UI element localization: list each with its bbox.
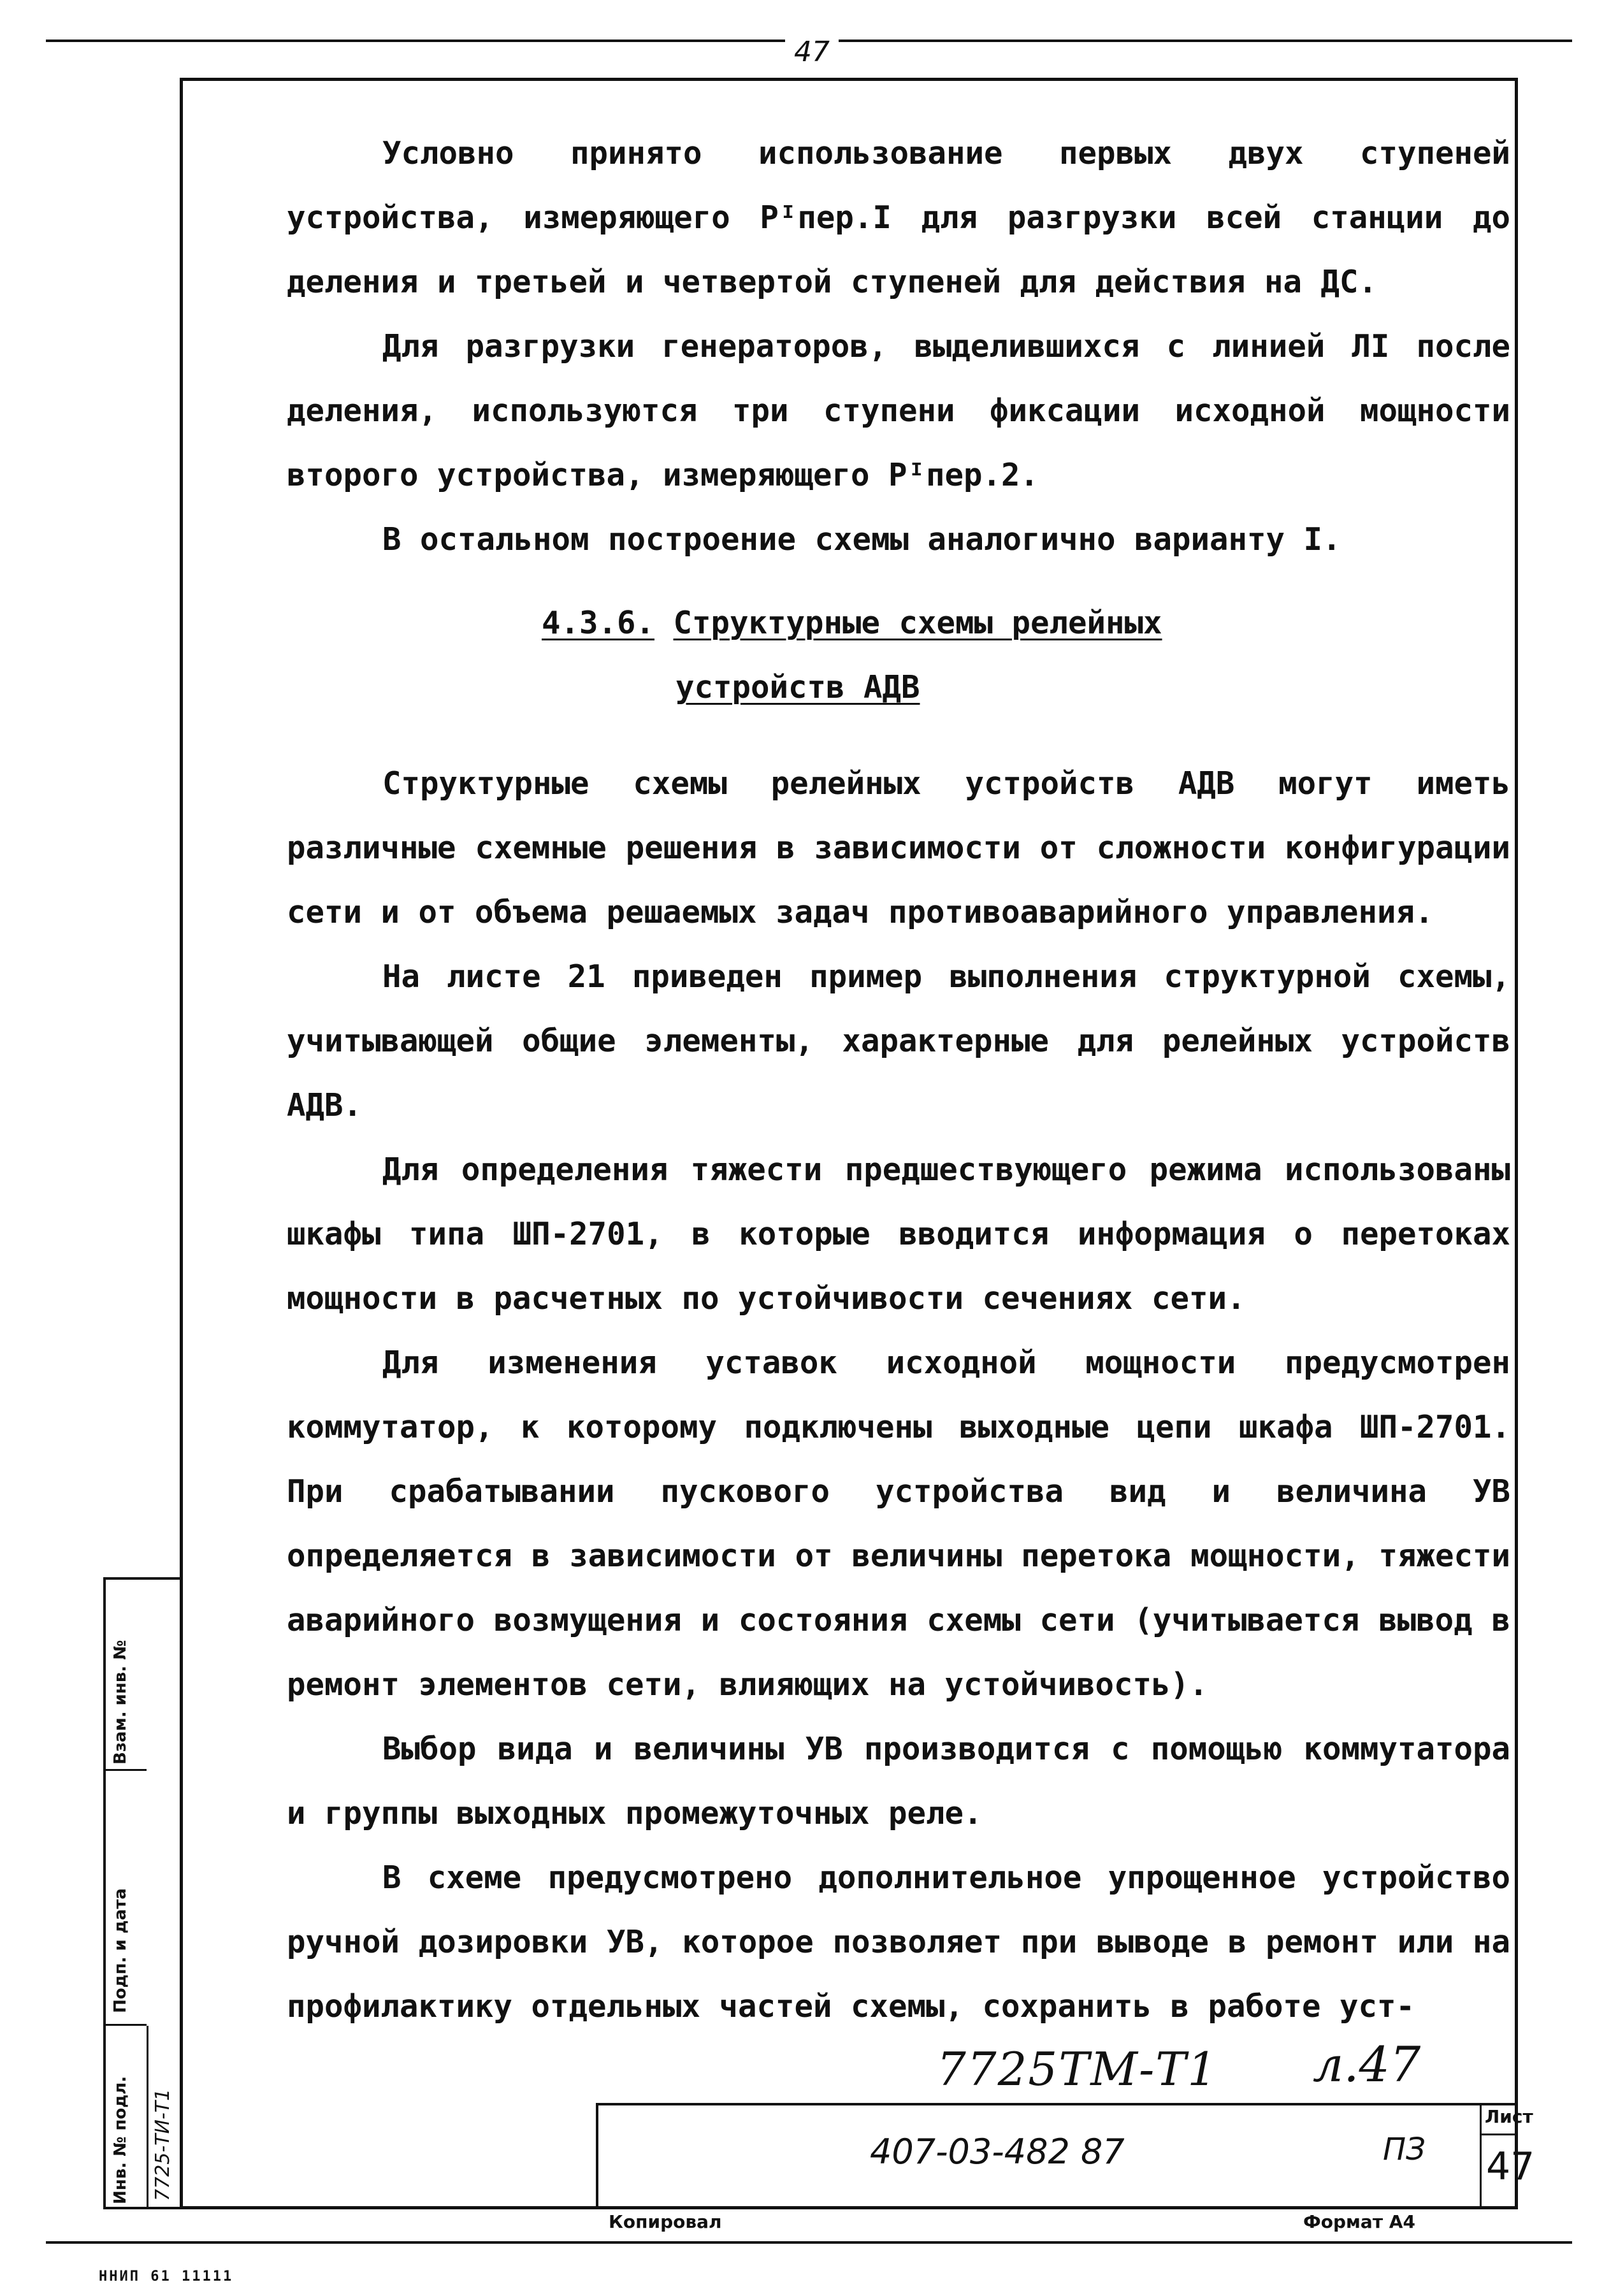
section-title-1: Структурные схемы релейных: [673, 605, 1162, 641]
paragraph-4: Структурные схемы релейных устройств АДВ могут иметь различные схемные решения в зависимости от сложности конфигурации сети и от объема решаемых задач противоаварийного управления.: [287, 765, 1510, 930]
copied-label: Копировал: [609, 2211, 722, 2232]
paragraph-3: В остальном построение схемы аналогично варианту I.: [382, 521, 1341, 558]
paragraph-9: В схеме предусмотрено дополнительное упрощенное устройство ручной дозировки УВ, которое позволяет при выводе в ремонт или на профилактику отдельных частей схемы, сохранить в работе уст-: [287, 1859, 1510, 2025]
sheet-label: Лист: [1485, 2106, 1533, 2127]
format-label: Формат А4: [1303, 2211, 1415, 2232]
footer-code: ННИП 61 11111: [99, 2269, 234, 2285]
side-label-inv: Инв. № подл.: [111, 2076, 130, 2204]
paragraph-1: Условно принято использование первых двух ступеней устройства, измеряющего Pᴵпер.I для разгрузки всей станции до деления и третьей и четвертой ступеней для действия на ДС.: [287, 135, 1510, 300]
section-heading-line2: [287, 655, 1510, 719]
title-block-left-line: [596, 2103, 598, 2209]
title-block-top-line: [596, 2103, 1518, 2105]
paragraph-6: Для определения тяжести предшествующего режима использованы шкафы типа ШП-2701, в которые вводится информация о перетоках мощности в расчетных по устойчивости сечениях сети.: [287, 1152, 1510, 1317]
paragraph-2: Для разгрузки генераторов, выделившихся с линией ЛI после деления, используются три ступени фиксации исходной мощности второго устройства, измеряющего Pᴵпер.2.: [287, 328, 1510, 493]
paragraph-5: На листе 21 приведен пример выполнения структурной схемы, учитывающей общие элементы, характерные для релейных устройств АДВ.: [287, 958, 1510, 1123]
title-block-sheet-divider: [1480, 2103, 1482, 2209]
handwritten-sheet: л.47: [1313, 2036, 1421, 2093]
paragraph-7: Для изменения уставок исходной мощности предусмотрен коммутатор, к которому подключены выходные цепи шкафа ШП-2701. При срабатывании пускового устройства вид и величина УВ определяется в зависимости от величины перетока мощности, тяжести аварийного возмущения и состояния схемы сети (учитывается вывод в ремонт элементов сети, влияющих на устойчивость).: [287, 1345, 1510, 1703]
section-number: 4.3.6.: [542, 605, 655, 641]
side-label-vzam: Взам. инв. №: [111, 1640, 130, 1765]
document-code: 407-03-482 87: [870, 2132, 1125, 2172]
side-label-podp: Подп. и дата: [111, 1888, 130, 2013]
bottom-rule: [46, 2241, 1572, 2244]
section-title-2: устройств АДВ: [675, 669, 920, 705]
paragraph-8: Выбор вида и величины УВ производится с помощью коммутатора и группы выходных промежуточных реле.: [287, 1731, 1510, 1831]
side-stamp: [103, 1577, 183, 2209]
sheet-number: 47: [1486, 2144, 1535, 2189]
handwritten-note: 7725ТМ-Т1: [937, 2042, 1218, 2096]
title-block-sheet-rule: [1480, 2134, 1518, 2135]
section-heading-line1: [287, 591, 1510, 655]
side-inv-handwritten: 7725-ТИ-Т1: [152, 2088, 174, 2201]
body-text: [287, 121, 1510, 2039]
page-number-top: 47: [785, 36, 839, 68]
section-code: ПЗ: [1383, 2132, 1426, 2167]
